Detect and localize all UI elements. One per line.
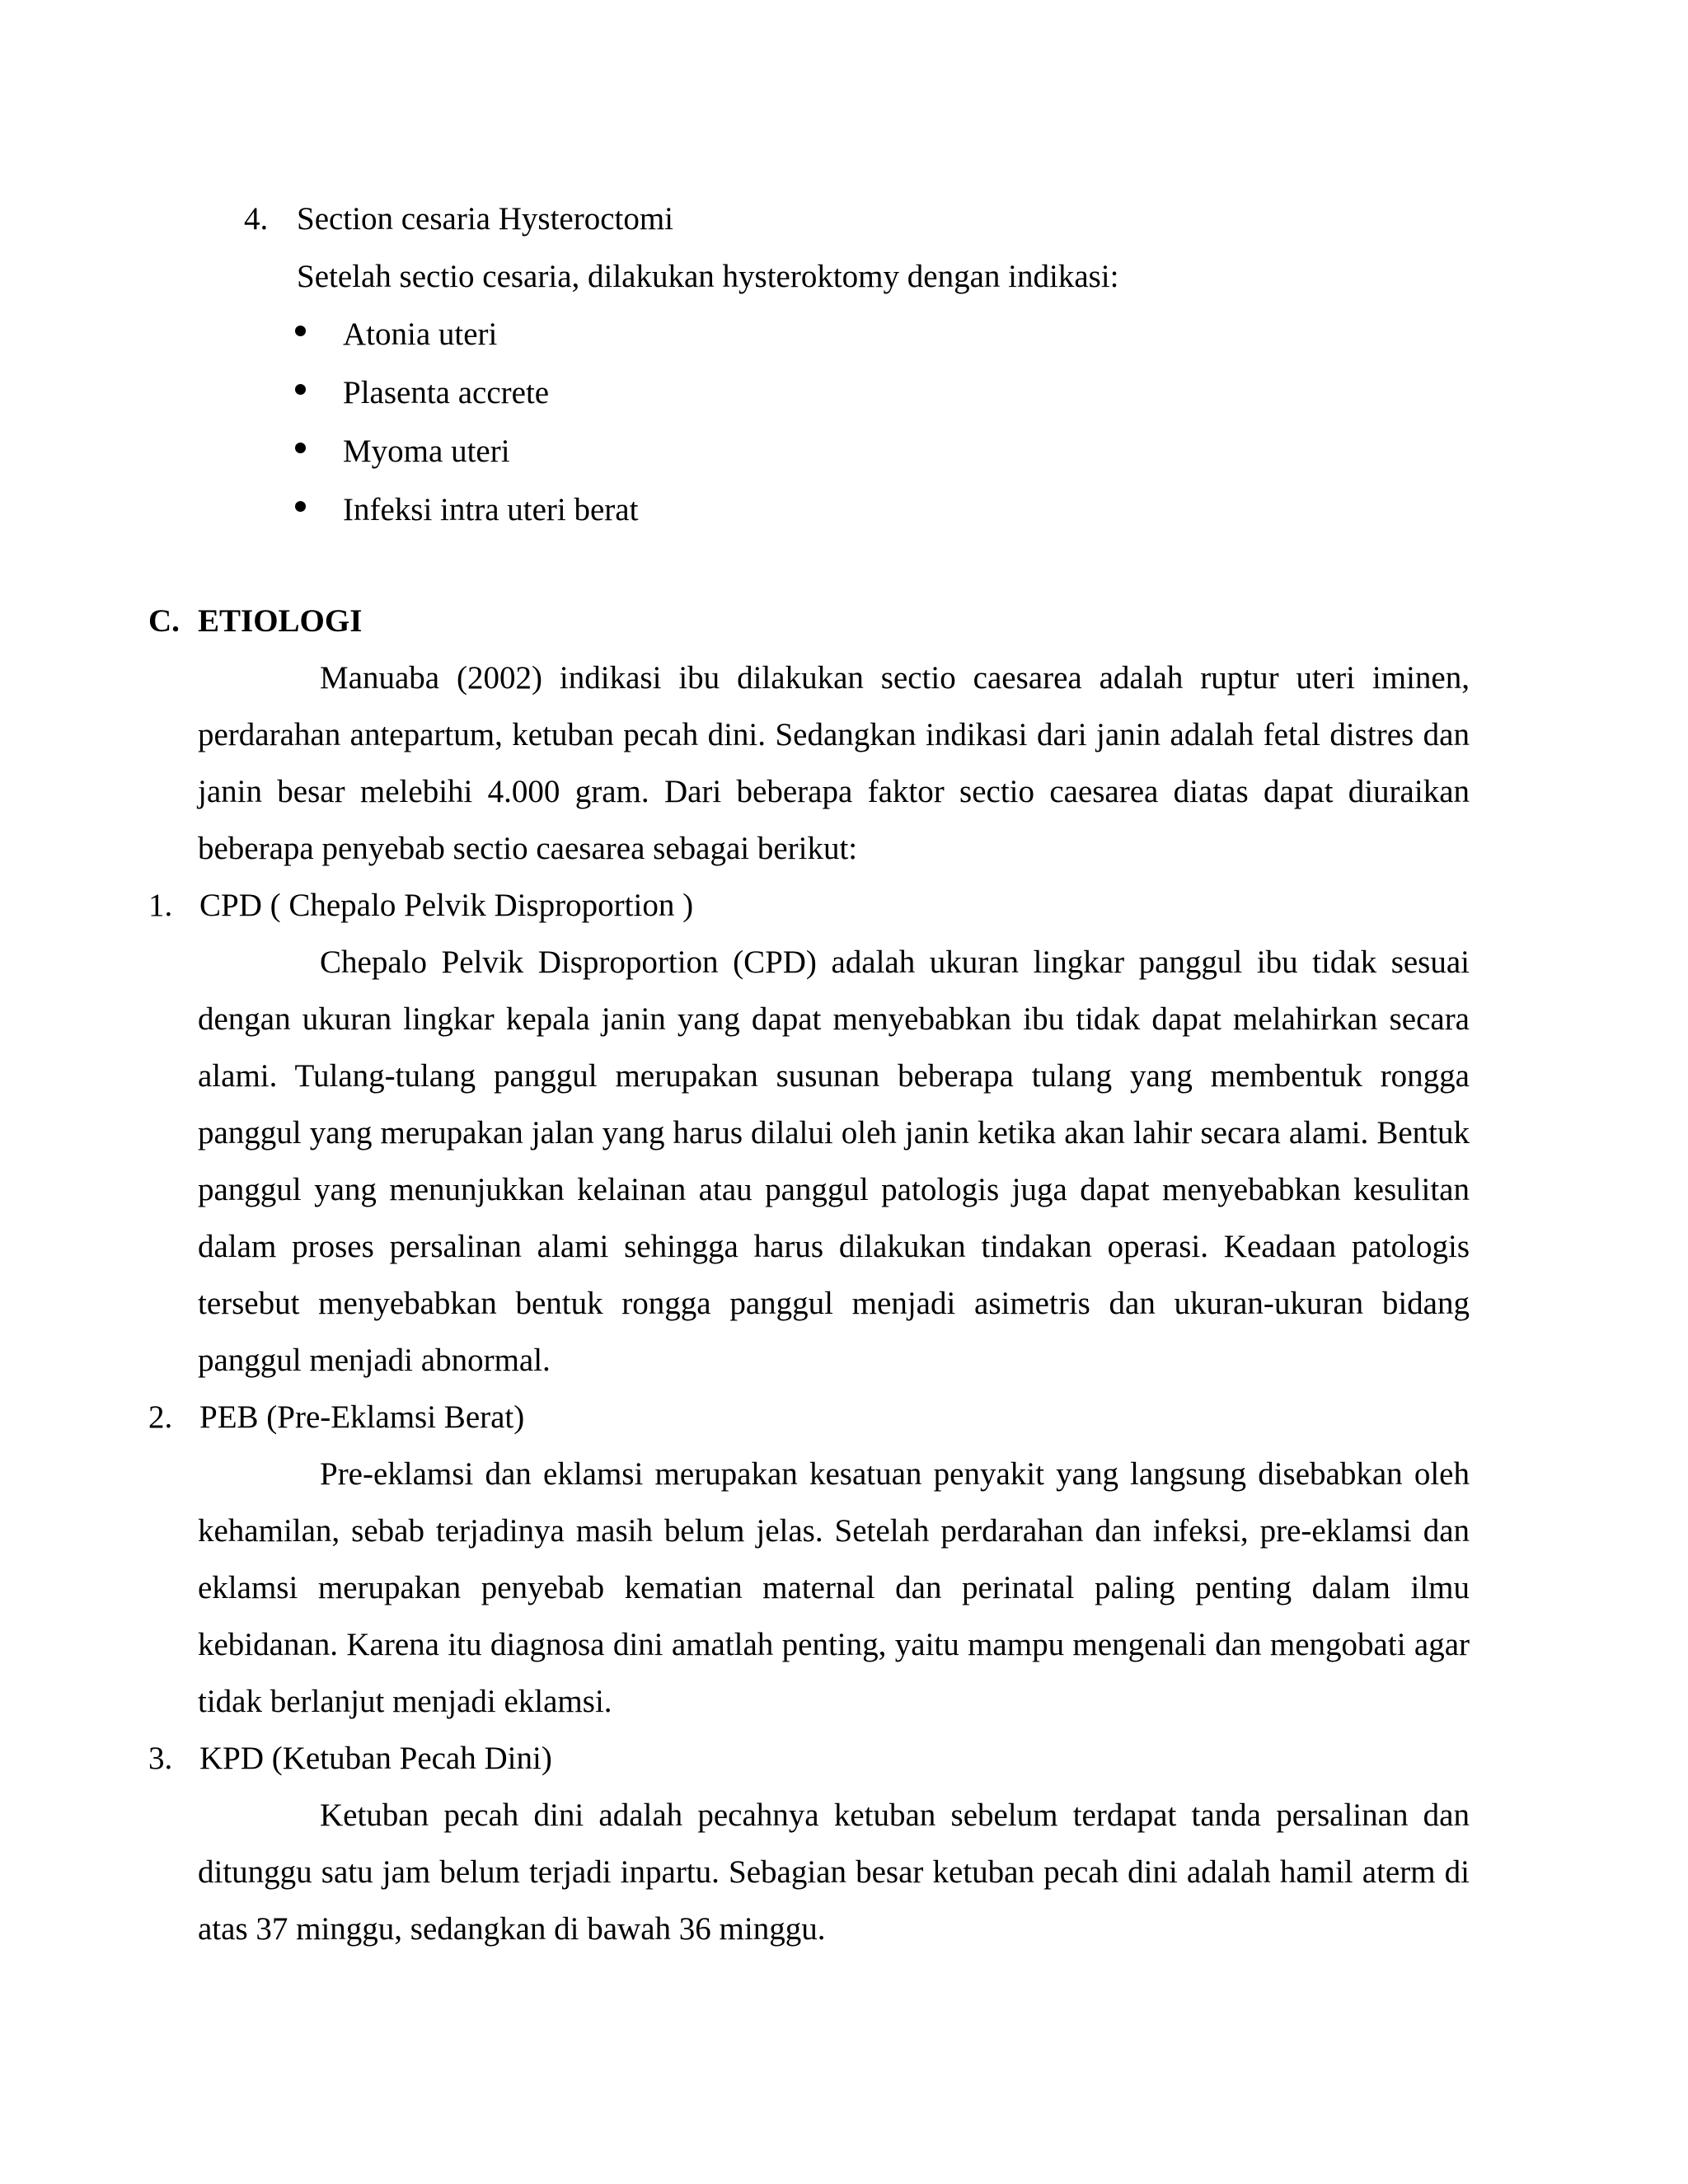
paragraph-line: ditunggu satu jam belum terjadi inpartu. Sebagian besar ketuban pecah dini adalah hamil aterm di [198,1854,1470,1890]
paragraph-line: tersebut menyebabkan bentuk rongga panggul menjadi asimetris dan ukuran-ukuran bidang [198,1286,1470,1321]
bullet-item: Atonia uteri [343,316,498,352]
paragraph-line: panggul yang menunjukkan kelainan atau panggul patologis juga dapat menyebabkan kesulitan [198,1172,1470,1207]
paragraph-line: kebidanan. Karena itu diagnosa dini amatlah penting, yaitu mampu mengenali dan mengobati agar [198,1627,1470,1662]
paragraph-line: eklamsi merupakan penyebab kematian maternal dan perinatal paling penting dalam ilmu [198,1570,1470,1605]
paragraph-line: atas 37 minggu, sedangkan di bawah 36 minggu. [198,1911,826,1947]
list-item-title: PEB (Pre-Eklamsi Berat) [199,1399,525,1435]
paragraph-line: alami. Tulang-tulang panggul merupakan susunan beberapa tulang yang membentuk rongga [198,1058,1470,1094]
list-number: 1. [148,888,173,923]
paragraph-line: Ketuban pecah dini adalah pecahnya ketuban sebelum terdapat tanda persalinan dan [320,1797,1470,1833]
paragraph-line: panggul yang merupakan jalan yang harus dilalui oleh janin ketika akan lahir secara alami. Bentuk [198,1115,1470,1151]
bullet-icon [295,384,306,395]
paragraph-line: tidak berlanjut menjadi eklamsi. [198,1684,612,1719]
paragraph-line: Pre-eklamsi dan eklamsi merupakan kesatuan penyakit yang langsung disebabkan oleh [320,1456,1470,1492]
bullet-item: Plasenta accrete [343,375,550,410]
bullet-icon [295,326,306,336]
bullet-icon [295,501,306,512]
paragraph-line: Chepalo Pelvik Disproportion (CPD) adalah ukuran lingkar panggul ibu tidak sesuai [320,944,1470,980]
list-number: 4. [244,201,269,237]
paragraph-line: dengan ukuran lingkar kepala janin yang dapat menyebabkan ibu tidak dapat melahirkan secara [198,1001,1470,1037]
list-item-title: CPD ( Chepalo Pelvik Disproportion ) [199,888,694,923]
list-number: 2. [148,1399,173,1435]
paragraph-line: kehamilan, sebab terjadinya masih belum jelas. Setelah perdarahan dan infeksi, pre-eklamsi dan [198,1513,1470,1549]
section-letter: C. [148,603,180,639]
bullet-item: Myoma uteri [343,434,510,469]
paragraph-line: panggul menjadi abnormal. [198,1343,551,1378]
paragraph-line: janin besar melebihi 4.000 gram. Dari beberapa faktor sectio caesarea diatas dapat diuraikan [198,774,1470,809]
paragraph-line: beberapa penyebab sectio caesarea sebagai berikut: [198,831,858,866]
paragraph-line: dalam proses persalinan alami sehingga harus dilakukan tindakan operasi. Keadaan patologis [198,1229,1470,1264]
paragraph-line: Manuaba (2002) indikasi ibu dilakukan sectio caesarea adalah ruptur uteri iminen, [320,660,1470,696]
list-item-title: Section cesaria Hysteroctomi [297,201,674,237]
section-heading: ETIOLOGI [198,603,363,639]
list-item-title: KPD (Ketuban Pecah Dini) [199,1741,552,1776]
bullet-item: Infeksi intra uteri berat [343,492,639,527]
paragraph-line: perdarahan antepartum, ketuban pecah dini. Sedangkan indikasi dari janin adalah fetal distres dan [198,717,1470,752]
bullet-icon [295,443,306,453]
paragraph-line: Setelah sectio cesaria, dilakukan hysteroktomy dengan indikasi: [297,259,1119,294]
list-number: 3. [148,1741,173,1776]
